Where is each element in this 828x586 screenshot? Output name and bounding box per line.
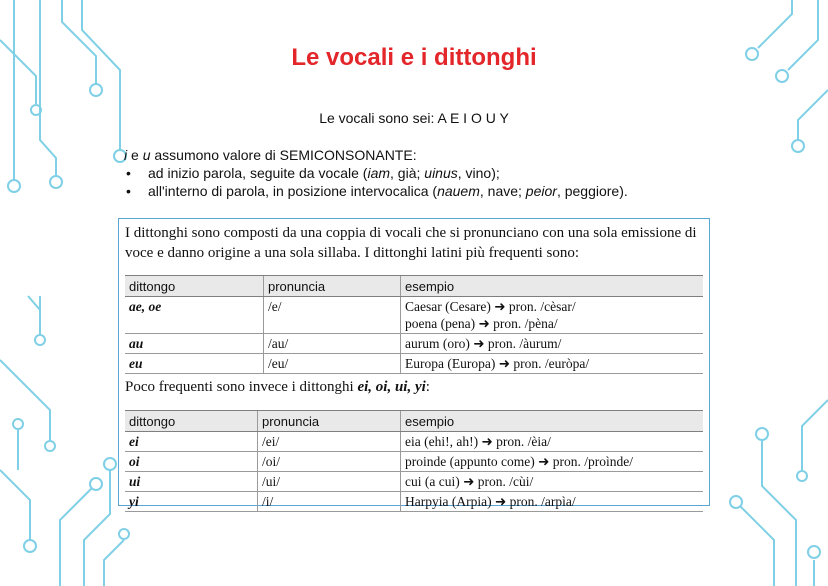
semiconsonant-list: [124, 164, 628, 200]
table-header-row: [125, 411, 703, 432]
cell-dittongo: ui: [125, 472, 258, 492]
cell-pronuncia: /ui/: [258, 472, 401, 492]
table-row: [125, 432, 703, 452]
cell-pronuncia: /e/: [264, 297, 401, 334]
table-row: [125, 452, 703, 472]
vowels-line: Le vocali sono sei: A E I O U Y: [319, 110, 509, 126]
header-pronuncia: pronuncia: [264, 276, 401, 297]
cell-dittongo: au: [125, 334, 264, 354]
cell-esempio: cui (a cui) ➜ pron. /cùi/: [401, 472, 704, 492]
cell-dittongo: ae, oe: [125, 297, 264, 334]
header-esempio: esempio: [401, 276, 704, 297]
rare-diphthongs-table: [125, 410, 703, 512]
cell-esempio: Europa (Europa) ➜ pron. /euròpa/: [401, 354, 704, 374]
header-pronuncia: pronuncia: [258, 411, 401, 432]
table-row: [125, 297, 703, 334]
cell-pronuncia: /au/: [264, 334, 401, 354]
circuit-decoration-right: [718, 0, 828, 586]
diphthongs-intro: I dittonghi sono composti da una coppia di vocali che si pronunciano con una sola emissione di voce e danno origine a una sola sillaba. I dittonghi latini più frequenti sono:: [125, 225, 697, 261]
circuit-decoration-left: [0, 0, 130, 586]
header-dittongo: dittongo: [125, 276, 264, 297]
table-header-row: [125, 276, 703, 297]
cell-pronuncia: /eu/: [264, 354, 401, 374]
cell-esempio: eia (ehi!, ah!) ➜ pron. /èia/: [401, 432, 704, 452]
semiconsonant-lead: i e u assumono valore di SEMICONSONANTE:: [124, 147, 417, 163]
cell-esempio: aurum (oro) ➜ pron. /àurum/: [401, 334, 704, 354]
table-row: [125, 492, 703, 512]
header-dittongo: dittongo: [125, 411, 258, 432]
rare-diphthongs-intro: Poco frequenti sono invece i dittonghi ei, oi, ui, yi:: [125, 379, 430, 395]
header-esempio: esempio: [401, 411, 704, 432]
table-row: [125, 354, 703, 374]
cell-dittongo: oi: [125, 452, 258, 472]
table-row: [125, 472, 703, 492]
cell-dittongo: yi: [125, 492, 258, 512]
cell-esempio: Caesar (Cesare) ➜ pron. /cèsar/ poena (pena) ➜ pron. /pèna/: [401, 297, 704, 334]
frequent-diphthongs-table: [125, 275, 703, 374]
cell-esempio: proinde (appunto come) ➜ pron. /proìnde/: [401, 452, 704, 472]
cell-esempio: Harpyia (Arpia) ➜ pron. /arpìa/: [401, 492, 704, 512]
diphthongs-box: [118, 218, 710, 509]
cell-dittongo: eu: [125, 354, 264, 374]
cell-pronuncia: /oi/: [258, 452, 401, 472]
cell-dittongo: ei: [125, 432, 258, 452]
list-item: • all'interno di parola, in posizione intervocalica (nauem, nave; peior, peggiore).: [124, 182, 628, 200]
semiconsonant-section: [124, 146, 628, 200]
cell-pronuncia: /i/: [258, 492, 401, 512]
cell-pronuncia: /ei/: [258, 432, 401, 452]
page-title: Le vocali e i dittonghi: [291, 44, 537, 71]
list-item: • ad inizio parola, seguite da vocale (iam, già; uinus, vino);: [124, 164, 628, 182]
table-row: [125, 334, 703, 354]
